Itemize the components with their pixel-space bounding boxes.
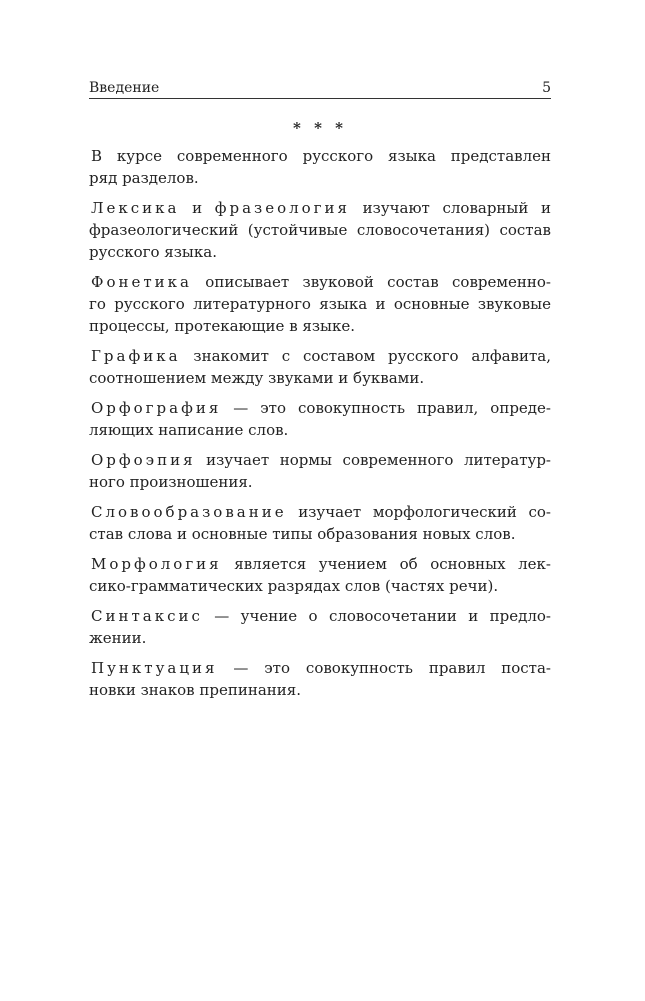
text-line <box>89 219 551 241</box>
text-line <box>89 605 551 627</box>
term: Словообразование <box>91 503 287 521</box>
text-run: русского языка. <box>89 243 217 261</box>
text-line <box>89 145 551 167</box>
text-run: изучает нормы современного литератур- <box>195 451 551 469</box>
text-line <box>89 501 551 523</box>
text-run: В курсе современного русского языка представлен <box>91 147 551 165</box>
text-line <box>89 241 551 263</box>
body-text <box>89 145 551 701</box>
paragraph <box>89 657 551 701</box>
paragraph <box>89 145 551 189</box>
text-run: и <box>179 199 215 217</box>
text-run: новки знаков препинания. <box>89 681 301 699</box>
text-run: го русского литературного языка и основные звуковые <box>89 295 551 313</box>
text-run: описывает звуковой состав современно- <box>191 273 551 291</box>
term: Пунктуация <box>91 659 218 677</box>
page-number: 5 <box>542 80 551 96</box>
text-run: знакомит с составом русского алфавита, <box>180 347 551 365</box>
text-line <box>89 367 551 389</box>
term: Орфоэпия <box>91 451 196 469</box>
text-line <box>89 293 551 315</box>
text-run: соотношением между звуками и буквами. <box>89 369 425 387</box>
text-line <box>89 575 551 597</box>
paragraph <box>89 449 551 493</box>
text-run: жении. <box>89 629 147 647</box>
text-run: ляющих написание слов. <box>89 421 289 439</box>
text-line <box>89 419 551 441</box>
text-line <box>89 553 551 575</box>
paragraph <box>89 553 551 597</box>
term: фразеология <box>214 199 351 217</box>
paragraph <box>89 397 551 441</box>
text-run: является учением об основных лек- <box>221 555 551 573</box>
text-run: сико-грамматических разрядах слов (частях речи). <box>89 577 499 595</box>
section-separator: * * * <box>293 119 347 137</box>
text-line <box>89 345 551 367</box>
term: Орфография <box>91 399 222 417</box>
text-run: став слова и основные типы образования новых слов. <box>89 525 516 543</box>
text-line <box>89 523 551 545</box>
text-run: процессы, протекающие в языке. <box>89 317 356 335</box>
text-line <box>89 315 551 337</box>
section-title: Введение <box>89 80 160 96</box>
term: Лексика <box>91 199 180 217</box>
text-run: ряд разделов. <box>89 169 199 187</box>
text-line <box>89 627 551 649</box>
term: Синтаксис <box>91 607 203 625</box>
text-line <box>89 397 551 419</box>
paragraph <box>89 605 551 649</box>
text-line <box>89 657 551 679</box>
text-run: ного произношения. <box>89 473 253 491</box>
term: Графика <box>91 347 181 365</box>
paragraph <box>89 197 551 263</box>
running-head <box>89 78 551 98</box>
term: Морфология <box>91 555 222 573</box>
header-rule <box>89 98 551 99</box>
text-line <box>89 271 551 293</box>
text-line <box>89 471 551 493</box>
text-line <box>89 167 551 189</box>
term: Фонетика <box>91 273 192 291</box>
text-run: — это совокупность правил, опреде- <box>221 399 551 417</box>
text-run: — учение о словосочетании и предло- <box>202 607 551 625</box>
text-run: изучают словарный и <box>350 199 551 217</box>
text-line <box>89 197 551 219</box>
paragraph <box>89 345 551 389</box>
paragraph <box>89 501 551 545</box>
text-run: — это совокупность правил поста- <box>217 659 551 677</box>
text-run: изучает морфологический со- <box>286 503 551 521</box>
text-line <box>89 449 551 471</box>
text-run: фразеологический (устойчивые словосочетания) состав <box>89 221 551 239</box>
paragraph <box>89 271 551 337</box>
text-line <box>89 679 551 701</box>
